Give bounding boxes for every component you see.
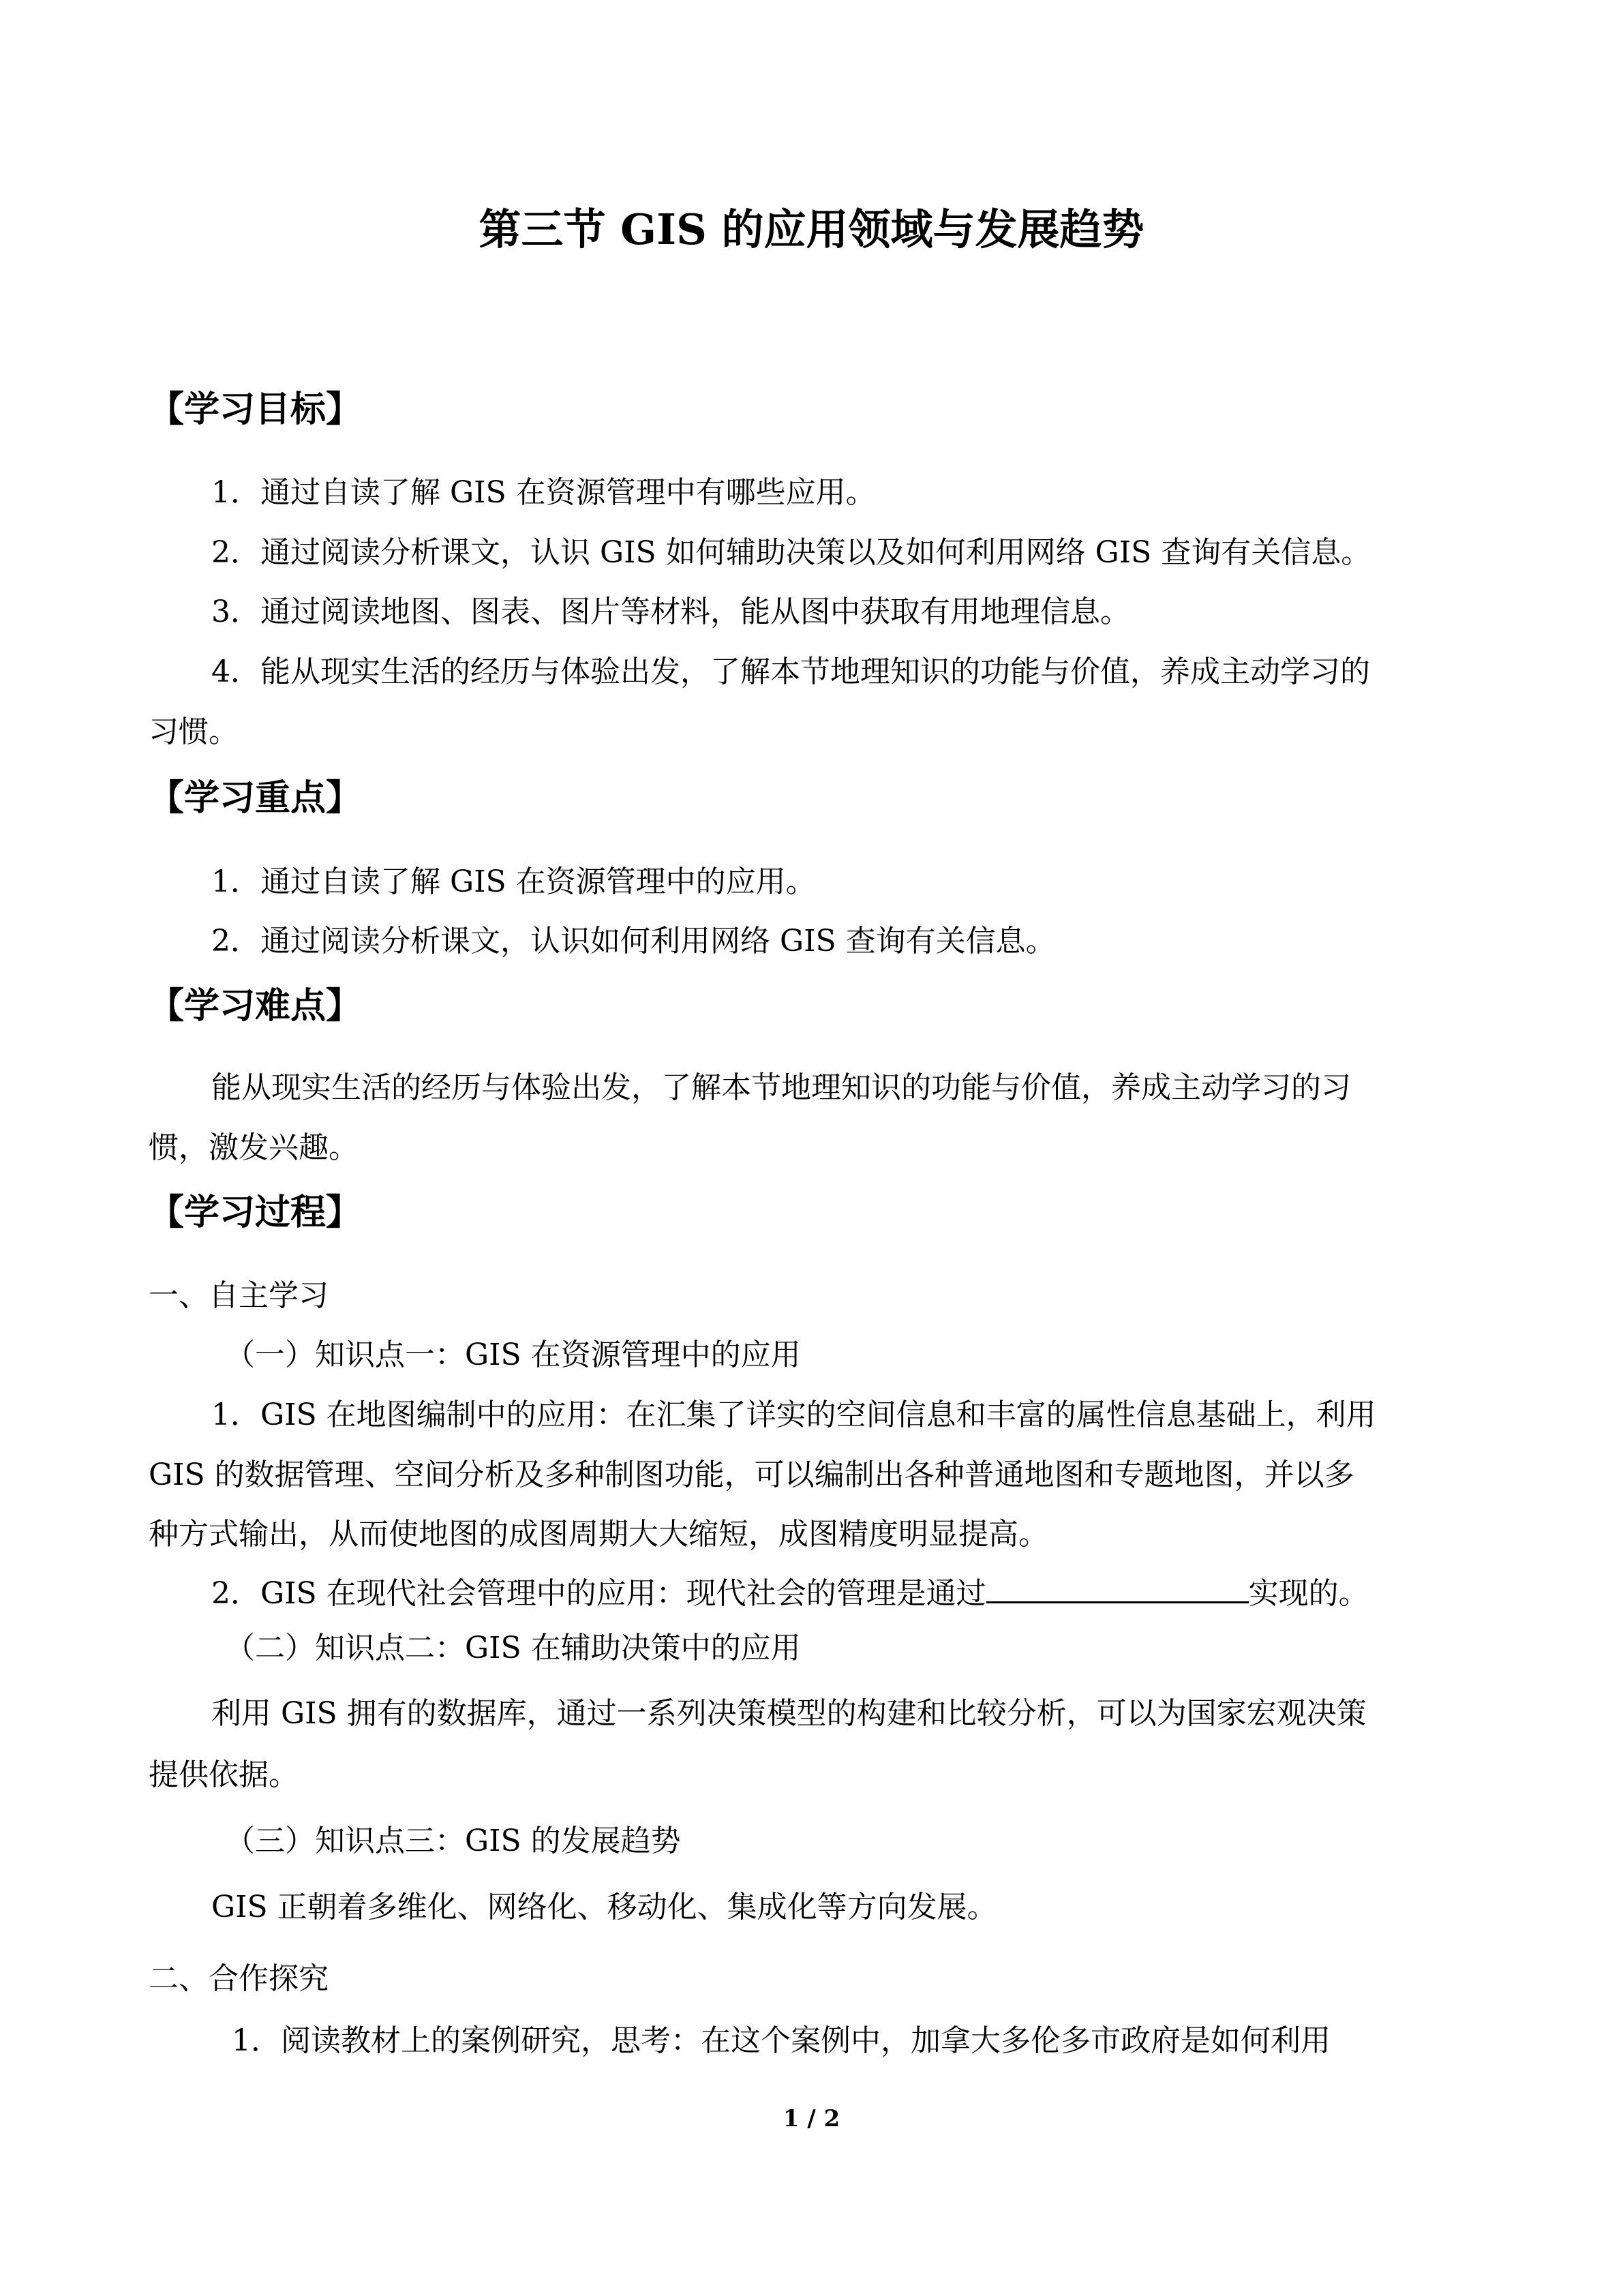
fill-in-blank[interactable] — [986, 1578, 1249, 1603]
difficulties-heading: 【学习难点】 — [149, 986, 362, 1027]
kp2-line-2: 提供依据。 — [149, 1757, 299, 1792]
difficulty-line-2: 惯，激发兴趣。 — [149, 1130, 359, 1165]
kp2-title: （二）知识点二：GIS 在辅助决策中的应用 — [225, 1631, 801, 1665]
process-heading: 【学习过程】 — [149, 1192, 362, 1233]
part2-item-1: 1．阅读教材上的案例研究，思考：在这个案例中，加拿大多伦多市政府是如何利用 — [232, 2023, 1331, 2058]
kp1-item1-line-3: 种方式输出，从而使地图的成图周期大大缩短，成图精度明显提高。 — [149, 1517, 1048, 1552]
part2-title: 二、合作探究 — [149, 1961, 329, 1996]
goal-item-1: 1．通过自读了解 GIS 在资源管理中有哪些应用。 — [211, 475, 876, 510]
kp3-text: GIS 正朝着多维化、网络化、移动化、集成化等方向发展。 — [211, 1890, 997, 1924]
key-point-item-1: 1．通过自读了解 GIS 在资源管理中的应用。 — [211, 864, 816, 899]
goal-item-2: 2．通过阅读分析课文，认识 GIS 如何辅助决策以及如何利用网络 GIS 查询有关信息。 — [211, 535, 1371, 570]
kp1-item1-line-1: 1．GIS 在地图编制中的应用：在汇集了详实的空间信息和丰富的属性信息基础上，利用 — [211, 1398, 1376, 1432]
part1-title: 一、自主学习 — [149, 1278, 329, 1313]
kp2-line-1: 利用 GIS 拥有的数据库，通过一系列决策模型的构建和比较分析，可以为国家宏观决策 — [211, 1696, 1367, 1731]
kp1-item2-text-before: 2．GIS 在现代社会管理中的应用：现代社会的管理是通过 — [211, 1576, 986, 1611]
page-title: 第三节 GIS 的应用领域与发展趋势 — [479, 205, 1144, 254]
goal-item-4: 4．能从现实生活的经历与体验出发，了解本节地理知识的功能与价值，养成主动学习的 — [211, 654, 1370, 689]
kp1-item1-line-2: GIS 的数据管理、空间分析及多种制图功能，可以编制出各种普通地图和专题地图，并以多 — [149, 1457, 1354, 1492]
kp1-item2 — [211, 1576, 1369, 1612]
difficulty-line-1: 能从现实生活的经历与体验出发，了解本节地理知识的功能与价值，养成主动学习的习 — [211, 1070, 1351, 1105]
kp1-item2-text-after: 实现的。 — [1248, 1576, 1369, 1611]
page-number: 1 / 2 — [783, 2105, 840, 2132]
goals-heading: 【学习目标】 — [149, 389, 362, 430]
goal-item-4-cont: 习惯。 — [149, 714, 239, 749]
goal-item-3: 3．通过阅读地图、图表、图片等材料，能从图中获取有用地理信息。 — [211, 594, 1130, 629]
key-point-item-2: 2．通过阅读分析课文，认识如何利用网络 GIS 查询有关信息。 — [211, 924, 1056, 958]
key-points-heading: 【学习重点】 — [149, 778, 362, 819]
kp3-title: （三）知识点三：GIS 的发展趋势 — [225, 1824, 681, 1858]
kp1-title: （一）知识点一：GIS 在资源管理中的应用 — [225, 1338, 801, 1372]
